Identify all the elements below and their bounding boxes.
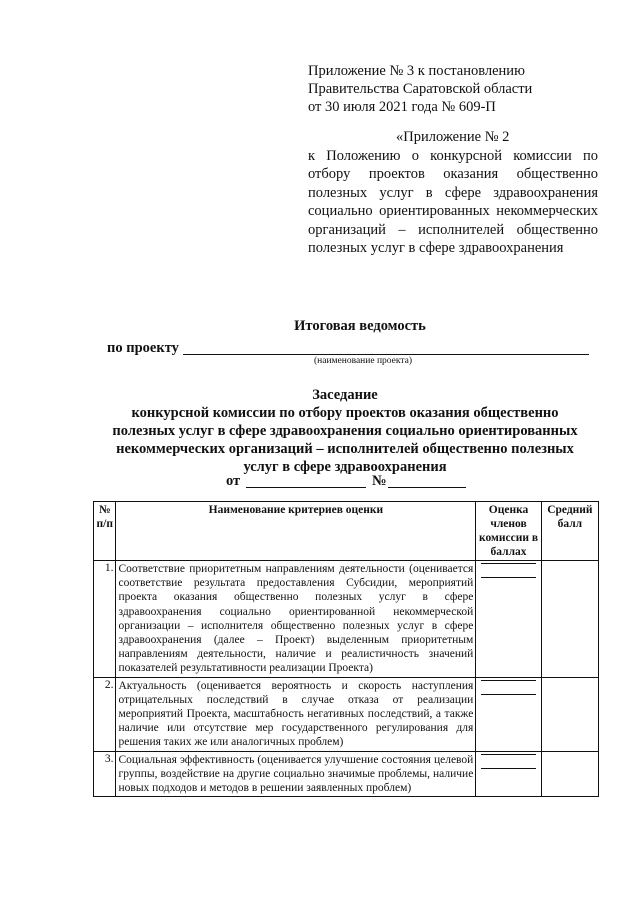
document-title: Итоговая ведомость — [294, 318, 426, 334]
appendix-2-body: к Положению о конкурсной комиссии по отбору проектов оказания общественно полезных услуг в сфере здравоохранения социально ориентированных некоммерческих организаций – исполнителей общественно полезных услуг в сфере здравоохранения — [308, 147, 598, 256]
number-blank-line — [388, 487, 466, 488]
score-cell[interactable] — [476, 561, 541, 678]
session-line-2: конкурсной комиссии по отбору проектов оказания общественно — [131, 405, 559, 421]
project-label: по проекту — [107, 340, 179, 356]
date-blank-line — [246, 487, 366, 488]
row-number: 1. — [94, 561, 116, 678]
criterion-text: Соответствие приоритетным направлениям деятельности (оценивается соответствие результата предоставления Субсидии, мероприятий проекта оказания общественно полезных услуг в сфере здравоохранения социально ориентированной некоммерческой организации – исполнителя общественно полезных услуг в сфере здравоохранения (далее – Проект) выделенным приоритетным направлениям деятельности, наличие и реалистичность значений показателей результативности реализации Проекта) — [116, 561, 476, 678]
average-cell[interactable] — [541, 751, 598, 797]
session-heading — [95, 386, 595, 476]
header-num: № п/п — [94, 502, 116, 561]
table-header-row — [94, 502, 599, 561]
criterion-text: Актуальность (оценивается вероятность и скорость наступления отрицательных последствий в случае отказа от реализации мероприятий Проекта, масштабность негативных последствий, а также наличие или отсутствие мер государственного регулирования для решения таких же или аналогичных проблем) — [116, 677, 476, 751]
appendix-header — [308, 62, 608, 116]
criterion-text: Социальная эффективность (оценивается улучшение состояния целевой группы, воздействие на другие социально значимые проблемы, наличие новых подходов и методов в решении заявленных проблем) — [116, 751, 476, 797]
criteria-table — [93, 501, 599, 797]
appendix-2-header — [308, 128, 598, 258]
appendix-2-title: «Приложение № 2 — [396, 129, 510, 145]
session-line-3: полезных услуг в сфере здравоохранения социально ориентированных — [112, 423, 578, 439]
header-score: Оценка членов комиссии в баллах — [476, 502, 541, 561]
table-row — [94, 677, 599, 751]
appendix-line-2: Правительства Саратовской области — [308, 81, 533, 97]
session-line-4: некоммерческих организаций – исполнителей общественно полезных — [116, 441, 574, 457]
average-cell[interactable] — [541, 561, 598, 678]
table-row — [94, 751, 599, 797]
project-field — [107, 340, 597, 356]
average-cell[interactable] — [541, 677, 598, 751]
header-avg: Средний балл — [541, 502, 598, 561]
row-number: 2. — [94, 677, 116, 751]
header-name: Наименование критериев оценки — [116, 502, 476, 561]
session-line-5: услуг в сфере здравоохранения — [243, 459, 447, 475]
project-hint: (наименование проекта) — [314, 356, 413, 366]
appendix-line-1: Приложение № 3 к постановлению — [308, 63, 525, 79]
appendix-line-3: от 30 июля 2021 года № 609-П — [308, 99, 496, 115]
session-line-1: Заседание — [312, 387, 378, 403]
score-cell[interactable] — [476, 677, 541, 751]
date-number-row — [226, 473, 486, 490]
table-row — [94, 561, 599, 678]
date-label: от — [226, 473, 241, 489]
project-blank-line — [183, 354, 589, 355]
score-cell[interactable] — [476, 751, 541, 797]
number-label: № — [372, 473, 387, 489]
row-number: 3. — [94, 751, 116, 797]
